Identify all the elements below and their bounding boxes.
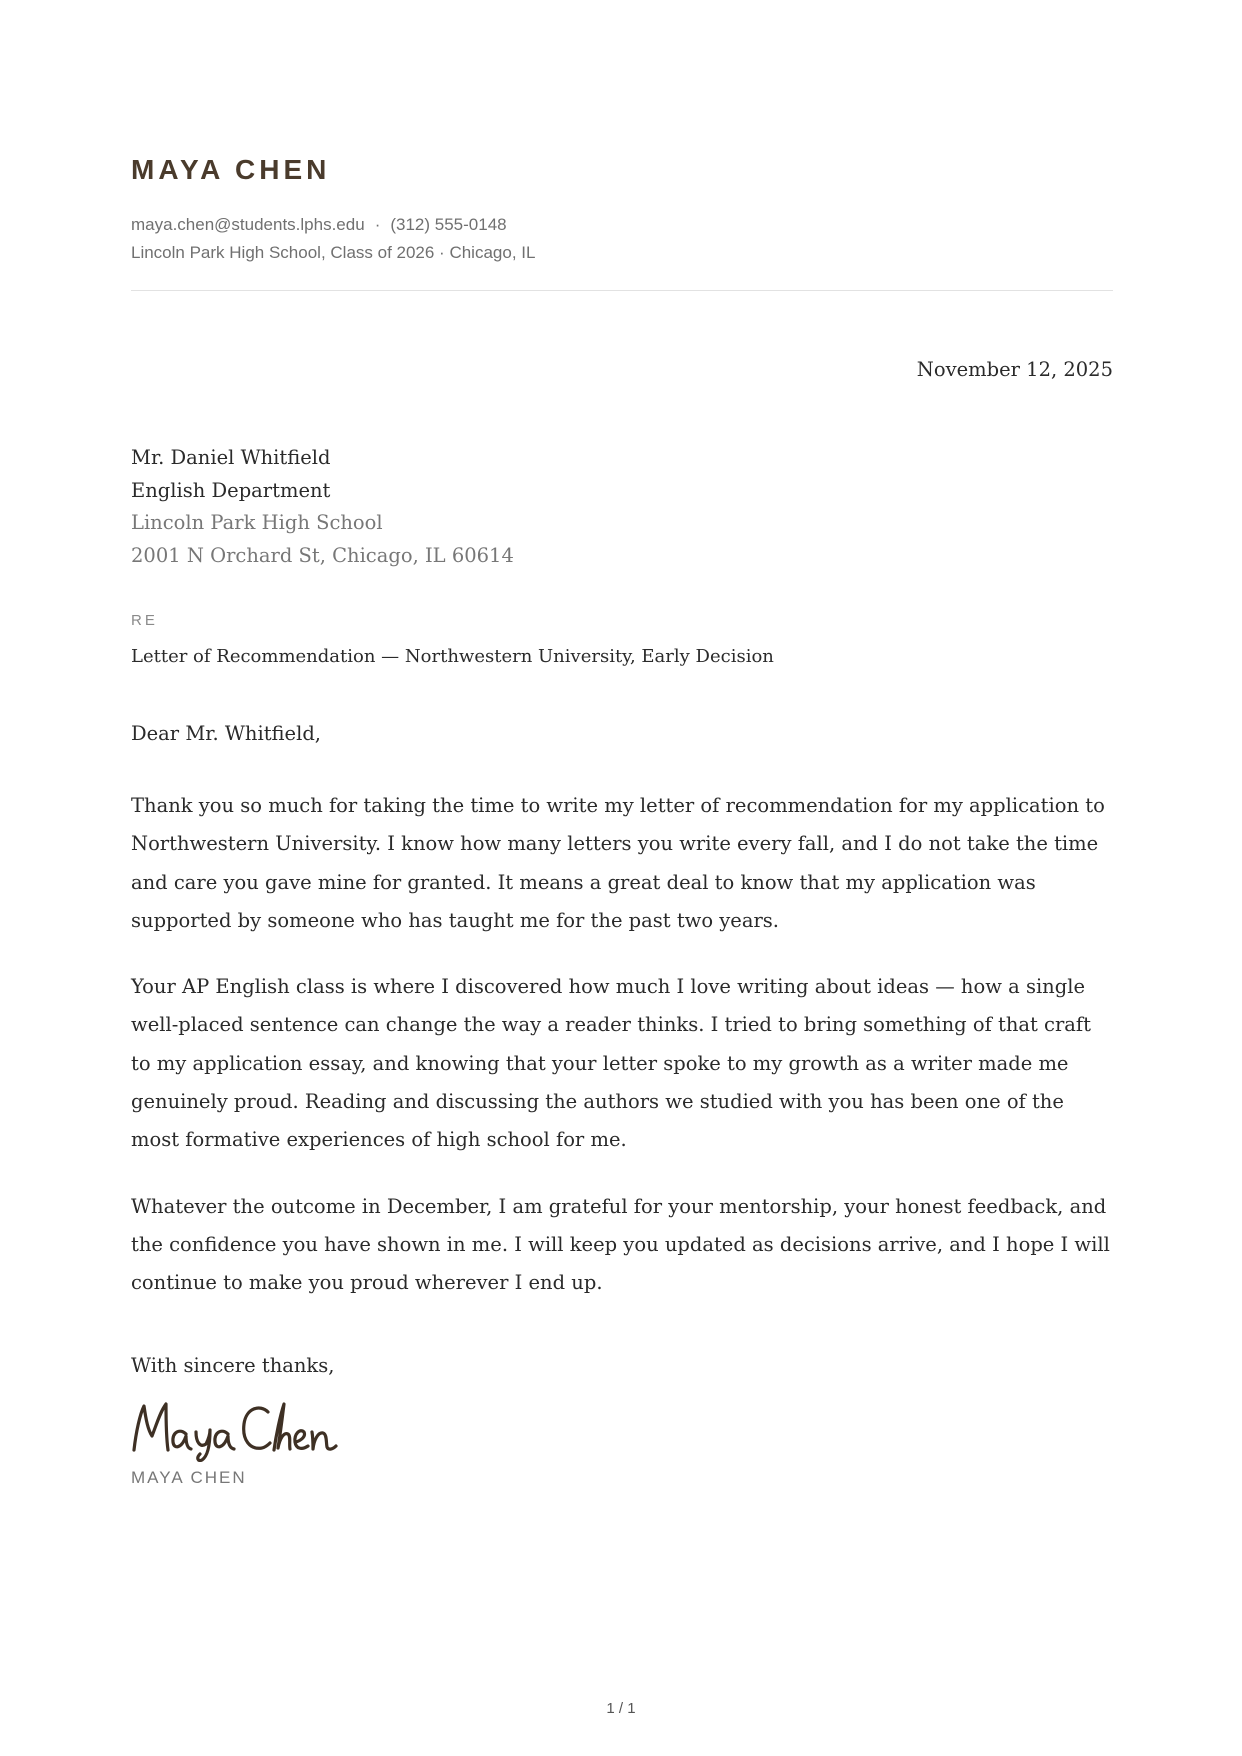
sender-name: MAYA CHEN (131, 154, 331, 185)
contact-separator: · (374, 215, 381, 234)
sender-contact (131, 211, 1113, 267)
salutation: Dear Mr. Whitfield, (131, 722, 322, 745)
recipient-block (131, 442, 514, 572)
sender-phone: (312) 555-0148 (390, 215, 507, 234)
letter-date: November 12, 2025 (916, 358, 1113, 381)
letter-body (131, 787, 1116, 1331)
subject-line: Letter of Recommendation — Northwestern University, Early Decision (131, 646, 774, 667)
contact-line-1 (131, 211, 1113, 239)
recipient-name: Mr. Daniel Whitfield (131, 446, 331, 469)
body-paragraph: Thank you so much for taking the time to write my letter of recommendation for my application to Northwestern University. I know how many letters you write every fall, and I do not take the time and care you gave mine for granted. It means a great deal to know that my application was supported by someone who has taught me for the past two years. (131, 794, 1105, 932)
signature-strokes (134, 1404, 336, 1461)
letterhead (131, 150, 1113, 267)
header-divider (131, 290, 1113, 291)
page-number: 1 / 1 (606, 1700, 636, 1717)
sender-email: maya.chen@students.lphs.edu (131, 215, 365, 234)
body-paragraph: Your AP English class is where I discovered how much I love writing about ideas — how a single well-placed sentence can change the way a reader thinks. I tried to bring something of that craft to my application essay, and knowing that your letter spoke to my growth as a writer made me genuinely proud. Reading and discussing the authors we studied with you has been one of the most formative experiences of high school for me. (131, 975, 1091, 1152)
handwritten-signature (128, 1392, 348, 1462)
subject-label: RE (131, 612, 158, 629)
body-paragraph: Whatever the outcome in December, I am grateful for your mentorship, your honest feedback, and the confidence you have shown in me. I will keep you updated as decisions arrive, and I hope I will continue to make you proud wherever I end up. (131, 1194, 1110, 1295)
printed-signature-name: MAYA CHEN (131, 1468, 247, 1487)
recipient-school: Lincoln Park High School (131, 511, 383, 534)
sender-school-line: Lincoln Park High School, Class of 2026 · Chicago, IL (131, 243, 536, 262)
closing: With sincere thanks, (131, 1354, 335, 1377)
recipient-department: English Department (131, 478, 331, 502)
recipient-address: 2001 N Orchard St, Chicago, IL 60614 (131, 543, 514, 567)
